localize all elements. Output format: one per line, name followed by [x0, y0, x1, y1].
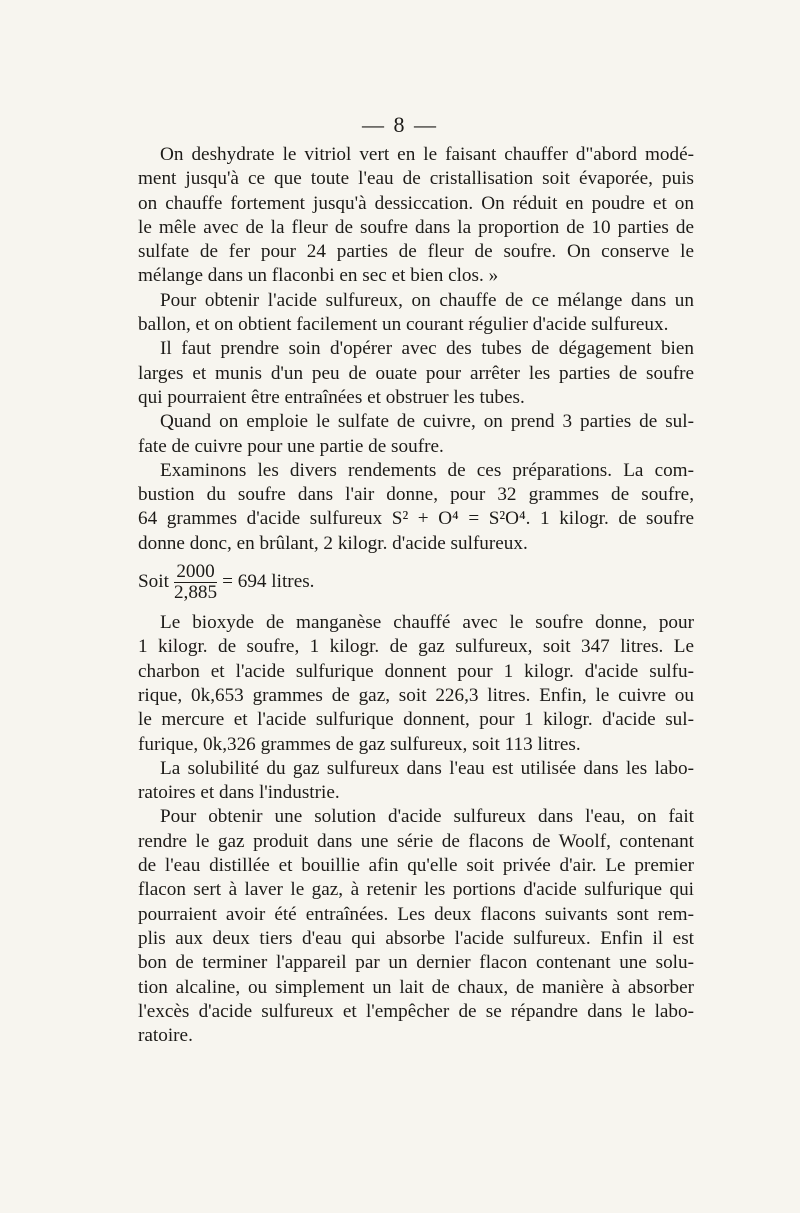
- body-text: [138, 143, 694, 1048]
- text-line: Il faut prendre soin d'opérer avec des tubes de dégagement bien: [160, 338, 694, 360]
- text-line: plis aux deux tiers d'eau qui absorbe l'acide sulfureux. Enfin il est: [138, 927, 694, 949]
- text-line: Pour obtenir l'acide sulfureux, on chauffe de ce mélange dans un: [160, 289, 694, 311]
- paragraphs-before: [138, 143, 694, 556]
- text-line: Pour obtenir une solution d'acide sulfureux dans l'eau, on fait: [160, 806, 694, 828]
- text-line: le mercure et l'acide sulfurique donnent, pour 1 kilogr. d'acide sul-: [138, 709, 694, 731]
- text-line: on chauffe fortement jusqu'à dessiccation. On réduit en poudre et on: [138, 192, 694, 214]
- text-line: ballon, et on obtient facilement un courant régulier d'acide sulfureux.: [138, 314, 669, 336]
- paragraph: [138, 410, 694, 459]
- formula-numerator: 2000: [176, 560, 215, 582]
- text-line: bustion du soufre dans l'air donne, pour 32 grammes de soufre,: [138, 484, 694, 506]
- text-line: Quand on emploie le sulfate de cuivre, on prend 3 parties de sul-: [160, 411, 694, 433]
- text-line: La solubilité du gaz sulfureux dans l'eau est utilisée dans les labo-: [160, 757, 694, 779]
- text-line: ment jusqu'à ce que toute l'eau de cristallisation soit évaporée, puis: [138, 168, 694, 190]
- text-line: charbon et l'acide sulfurique donnent pour 1 kilogr. d'acide sulfu-: [138, 660, 694, 682]
- paragraph: [138, 611, 694, 757]
- text-line: bon de terminer l'appareil par un dernier flacon contenant une solu-: [138, 952, 694, 974]
- paragraph: [138, 143, 694, 289]
- text-line: fate de cuivre pour une partie de soufre.: [138, 435, 444, 457]
- text-line: pourraient avoir été entraînées. Les deux flacons suivants sont rem-: [138, 903, 694, 925]
- paragraph: [138, 805, 694, 1048]
- paragraph: [138, 337, 694, 410]
- text-line: l'excès d'acide sulfureux et l'empêcher de se répandre dans le labo-: [138, 1000, 694, 1022]
- text-line: de l'eau distillée et bouillie afin qu'elle soit privée d'air. Le premier: [138, 855, 694, 877]
- text-line: On deshydrate le vitriol vert en le faisant chauffer d"abord modé-: [160, 144, 694, 165]
- text-line: Le bioxyde de manganèse chauffé avec le soufre donne, pour: [160, 612, 694, 634]
- text-line: mélange dans un flaconbi en sec et bien clos. »: [138, 265, 499, 287]
- paragraphs-after: [138, 611, 694, 1048]
- text-line: donne donc, en brûlant, 2 kilogr. d'acide sulfureux.: [138, 532, 528, 554]
- text-line: ratoires et dans l'industrie.: [138, 782, 340, 804]
- formula: [138, 558, 694, 606]
- formula-fraction: [172, 562, 219, 603]
- text-line: Examinons les divers rendements de ces préparations. La com-: [160, 459, 694, 481]
- text-line: rendre le gaz produit dans une série de flacons de Woolf, contenant: [138, 830, 694, 852]
- formula-prefix: Soit: [138, 570, 169, 592]
- text-line: 1 kilogr. de soufre, 1 kilogr. de gaz sulfureux, soit 347 litres. Le: [138, 636, 694, 658]
- text-line: larges et munis d'un peu de ouate pour arrêter les parties de soufre: [138, 362, 694, 384]
- formula-result: = 694 litres.: [222, 570, 315, 592]
- page-number: — 8 —: [362, 112, 438, 137]
- text-line: qui pourraient être entraînées et obstruer les tubes.: [138, 386, 525, 408]
- text-line: furique, 0k,326 grammes de gaz sulfureux, soit 113 litres.: [138, 733, 581, 755]
- text-line: le mêle avec de la fleur de soufre dans la proportion de 10 parties de: [138, 216, 694, 238]
- text-line: ratoire.: [138, 1025, 193, 1047]
- paragraph: [138, 459, 694, 556]
- text-line: 64 grammes d'acide sulfureux S² + O⁴ = S²O⁴. 1 kilogr. de soufre: [138, 508, 694, 530]
- text-line: tion alcaline, ou simplement un lait de chaux, de manière à absorber: [138, 976, 694, 998]
- text-line: sulfate de fer pour 24 parties de fleur de soufre. On conserve le: [138, 241, 694, 263]
- paragraph: [138, 289, 694, 338]
- paragraph: [138, 757, 694, 806]
- text-line: flacon sert à laver le gaz, à retenir les portions d'acide sulfurique qui: [138, 879, 694, 901]
- text-line: rique, 0k,653 grammes de gaz, soit 226,3 litres. Enfin, le cuivre ou: [138, 684, 694, 706]
- formula-denominator: 2,885: [173, 581, 218, 603]
